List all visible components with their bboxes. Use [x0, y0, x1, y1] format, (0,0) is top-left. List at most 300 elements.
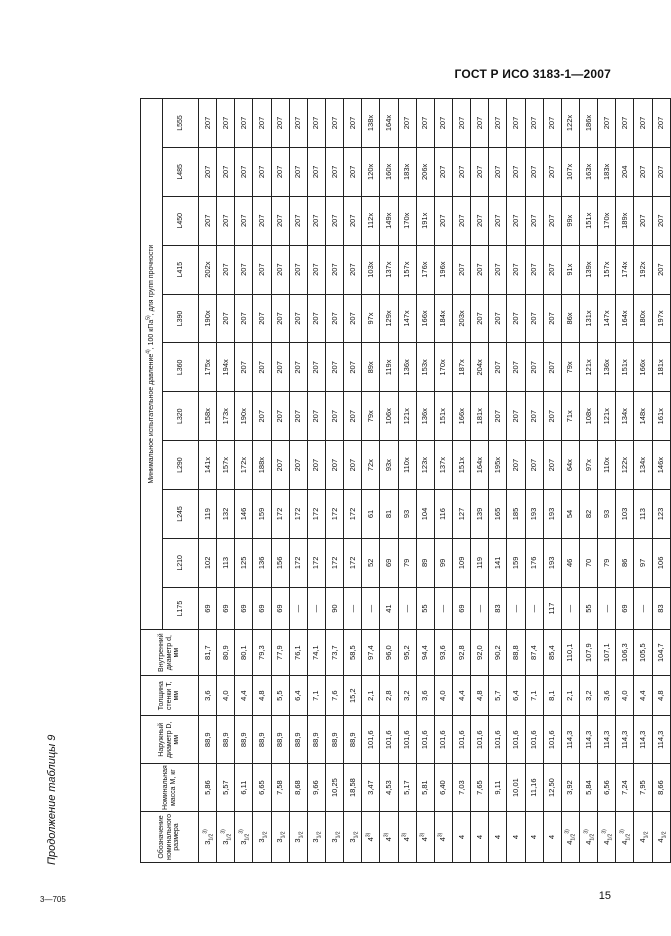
- designation-main: 4: [583, 840, 593, 845]
- cell-pressure: 104: [416, 490, 434, 539]
- designation-fraction: 1/2: [589, 833, 596, 841]
- cell-pressure: 106: [652, 538, 670, 587]
- cell-pressure: 117: [543, 587, 561, 630]
- cell-pressure: 207: [434, 147, 452, 196]
- cell-inner-diameter: 95,2: [398, 630, 416, 676]
- cell-mass: 7,03: [452, 764, 470, 812]
- cell-pressure: 149x: [380, 196, 398, 245]
- cell-pressure: 207: [271, 99, 289, 148]
- cell-pressure: 46: [561, 538, 579, 587]
- cell-wall-thickness: 4,0: [616, 676, 634, 716]
- cell-pressure: 61: [362, 490, 380, 539]
- cell-pressure: 175x: [199, 343, 217, 392]
- table-row: [253, 99, 271, 863]
- cell-pressure: 207: [543, 245, 561, 294]
- cell-pressure: 207: [253, 294, 271, 343]
- cell-pressure: —: [471, 587, 489, 630]
- designation-fraction: 1/2: [625, 833, 632, 841]
- cell-pressure: 207: [307, 392, 325, 441]
- table-row: [416, 99, 434, 863]
- cell-pressure: 207: [489, 196, 507, 245]
- cell-pressure: —: [307, 587, 325, 630]
- cell-pressure: 70: [579, 538, 597, 587]
- cell-pressure: 207: [525, 196, 543, 245]
- cell-pressure: 207: [434, 99, 452, 148]
- cell-pressure: 69: [452, 587, 470, 630]
- cell-pressure: 207: [507, 196, 525, 245]
- designation-fraction: 1/2: [316, 831, 323, 839]
- cell-outer-diameter: 101,6: [471, 716, 489, 764]
- cell-pressure: 207: [325, 343, 343, 392]
- cell-outer-diameter: 101,6: [416, 716, 434, 764]
- cell-designation: [289, 812, 307, 863]
- cell-mass: 10,01: [507, 764, 525, 812]
- designation-fraction: 1/2: [353, 831, 360, 839]
- cell-pressure: 207: [652, 99, 670, 148]
- cell-pressure: 103x: [362, 245, 380, 294]
- cell-pressure: 172: [344, 538, 362, 587]
- cell-pressure: 207: [289, 196, 307, 245]
- cell-wall-thickness: 4,4: [235, 676, 253, 716]
- header-mass: Номинальная масса М, кг: [141, 764, 199, 812]
- cell-pressure: 207: [289, 441, 307, 490]
- cell-outer-diameter: 101,6: [380, 716, 398, 764]
- cell-mass: 5,81: [416, 764, 434, 812]
- cell-pressure: 207: [253, 392, 271, 441]
- cell-pressure: 82: [579, 490, 597, 539]
- designation-main: 3: [347, 838, 357, 843]
- cell-pressure: 207: [325, 196, 343, 245]
- cell-mass: 6,56: [598, 764, 616, 812]
- cell-pressure: 207: [452, 245, 470, 294]
- cell-pressure: 207: [289, 245, 307, 294]
- cell-pressure: 181x: [471, 392, 489, 441]
- cell-outer-diameter: 101,6: [489, 716, 507, 764]
- cell-pressure: 207: [471, 294, 489, 343]
- cell-pressure: 119: [199, 490, 217, 539]
- cell-pressure: 86: [616, 538, 634, 587]
- designation-footnote: 3): [220, 829, 227, 834]
- cell-pressure: 121x: [598, 392, 616, 441]
- cell-pressure: 202x: [199, 245, 217, 294]
- cell-pressure: 71x: [561, 392, 579, 441]
- cell-mass: 10,25: [325, 764, 343, 812]
- cell-pressure: 172x: [235, 441, 253, 490]
- cell-pressure: 207: [235, 99, 253, 148]
- cell-pressure: 207: [543, 147, 561, 196]
- header-pressure-group: [141, 99, 163, 630]
- cell-pressure: 193: [543, 538, 561, 587]
- cell-wall-thickness: 4,4: [634, 676, 652, 716]
- cell-mass: 7,65: [471, 764, 489, 812]
- cell-pressure: 72x: [362, 441, 380, 490]
- cell-wall-thickness: 4,4: [452, 676, 470, 716]
- table-row: [398, 99, 416, 863]
- cell-pressure: 183x: [598, 147, 616, 196]
- cell-pressure: 123x: [416, 441, 434, 490]
- header-grade: L360: [163, 343, 199, 392]
- header-grade: L320: [163, 392, 199, 441]
- cell-wall-thickness: 2,1: [561, 676, 579, 716]
- cell-pressure: —: [362, 587, 380, 630]
- cell-pressure: 207: [471, 196, 489, 245]
- cell-pressure: 207: [235, 343, 253, 392]
- cell-pressure: 207: [434, 196, 452, 245]
- cell-pressure: 207: [307, 441, 325, 490]
- cell-pressure: 204: [616, 147, 634, 196]
- cell-pressure: 139: [471, 490, 489, 539]
- cell-pressure: 79: [598, 538, 616, 587]
- cell-inner-diameter: 93,6: [434, 630, 452, 676]
- cell-pressure: 151x: [616, 343, 634, 392]
- cell-pressure: 83: [652, 587, 670, 630]
- header-grade: L390: [163, 294, 199, 343]
- cell-pressure: 207: [543, 441, 561, 490]
- cell-pressure: 207: [271, 343, 289, 392]
- cell-wall-thickness: 4,8: [471, 676, 489, 716]
- cell-mass: 5,17: [398, 764, 416, 812]
- cell-pressure: 164x: [380, 99, 398, 148]
- header-grade: L245: [163, 490, 199, 539]
- cell-pressure: 172: [271, 490, 289, 539]
- cell-mass: 7,95: [634, 764, 652, 812]
- cell-designation: [471, 812, 489, 863]
- cell-pressure: 207: [253, 343, 271, 392]
- cell-pressure: 157x: [398, 245, 416, 294]
- cell-designation: [452, 812, 470, 863]
- cell-designation: [652, 812, 670, 863]
- page-title: ГОСТ Р ИСО 3183-1—2007: [454, 67, 611, 81]
- cell-pressure: 110x: [598, 441, 616, 490]
- designation-main: 4: [438, 837, 448, 842]
- cell-pressure: 172: [289, 538, 307, 587]
- cell-pressure: 207: [344, 343, 362, 392]
- cell-inner-diameter: 90,2: [489, 630, 507, 676]
- cell-inner-diameter: 105,5: [634, 630, 652, 676]
- cell-pressure: 207: [289, 99, 307, 148]
- cell-designation: [489, 812, 507, 863]
- cell-pressure: 207: [217, 147, 235, 196]
- cell-outer-diameter: 101,6: [543, 716, 561, 764]
- cell-designation: [561, 812, 579, 863]
- designation-main: 4: [402, 837, 412, 842]
- table-row: [289, 99, 307, 863]
- cell-pressure: 170x: [398, 196, 416, 245]
- cell-mass: 9,11: [489, 764, 507, 812]
- cell-pressure: 151x: [434, 392, 452, 441]
- cell-inner-diameter: 88,8: [507, 630, 525, 676]
- designation-main: 4: [492, 834, 502, 840]
- designation-main: 3: [202, 840, 212, 845]
- cell-mass: 5,84: [579, 764, 597, 812]
- cell-pressure: 207: [325, 99, 343, 148]
- cell-pressure: 207: [289, 343, 307, 392]
- cell-pressure: 207: [199, 99, 217, 148]
- header-inner-diameter: Внутренний диаметр d, мм: [141, 630, 199, 676]
- cell-pressure: 207: [289, 294, 307, 343]
- cell-pressure: 207: [344, 441, 362, 490]
- designation-fraction: 1/2: [570, 833, 577, 841]
- pipe-pressure-table: [140, 98, 671, 863]
- cell-pressure: 97x: [579, 441, 597, 490]
- cell-pressure: 193: [525, 490, 543, 539]
- cell-pressure: 136x: [398, 343, 416, 392]
- designation-main: 4: [619, 840, 629, 845]
- cell-pressure: 207: [525, 147, 543, 196]
- cell-pressure: 89x: [362, 343, 380, 392]
- cell-pressure: 69: [253, 587, 271, 630]
- cell-designation: [271, 812, 289, 863]
- cell-pressure: 110x: [398, 441, 416, 490]
- cell-pressure: 188x: [253, 441, 271, 490]
- cell-pressure: 207: [525, 392, 543, 441]
- cell-pressure: 207: [507, 441, 525, 490]
- designation-fraction: 1/2: [280, 831, 287, 839]
- cell-pressure: 207: [271, 196, 289, 245]
- cell-pressure: 207: [217, 245, 235, 294]
- table-row: [199, 99, 217, 863]
- header-grade: L555: [163, 99, 199, 148]
- cell-pressure: 207: [507, 245, 525, 294]
- cell-pressure: 119x: [380, 343, 398, 392]
- cell-pressure: 125: [235, 538, 253, 587]
- cell-pressure: 207: [307, 294, 325, 343]
- cell-pressure: 187x: [452, 343, 470, 392]
- cell-designation: [362, 812, 380, 863]
- header-outer-diameter: Наружный диаметр D, мм: [141, 716, 199, 764]
- cell-pressure: 207: [344, 245, 362, 294]
- cell-pressure: 83: [489, 587, 507, 630]
- cell-wall-thickness: 7,1: [307, 676, 325, 716]
- cell-outer-diameter: 101,6: [434, 716, 452, 764]
- cell-pressure: 207: [525, 245, 543, 294]
- cell-inner-diameter: 74,1: [307, 630, 325, 676]
- designation-fraction: 1/2: [208, 833, 215, 841]
- cell-designation: [598, 812, 616, 863]
- cell-pressure: 157x: [598, 245, 616, 294]
- cell-pressure: 204x: [471, 343, 489, 392]
- cell-pressure: 207: [235, 196, 253, 245]
- cell-pressure: 185: [507, 490, 525, 539]
- cell-designation: [634, 812, 652, 863]
- cell-pressure: 131x: [579, 294, 597, 343]
- cell-pressure: 207: [217, 294, 235, 343]
- cell-pressure: —: [398, 587, 416, 630]
- designation-main: 4: [511, 834, 521, 840]
- cell-pressure: 97: [634, 538, 652, 587]
- designation-fraction: 1/2: [298, 831, 305, 839]
- cell-pressure: 189x: [616, 196, 634, 245]
- cell-pressure: 52: [362, 538, 380, 587]
- cell-inner-diameter: 81,7: [199, 630, 217, 676]
- cell-pressure: 151x: [452, 441, 470, 490]
- cell-wall-thickness: 6,4: [289, 676, 307, 716]
- cell-inner-diameter: 58,5: [344, 630, 362, 676]
- cell-pressure: 207: [525, 441, 543, 490]
- header-pressure-text-1: Минимальное испытательное давление: [147, 353, 155, 484]
- cell-pressure: 69: [199, 587, 217, 630]
- cell-mass: 8,68: [289, 764, 307, 812]
- cell-outer-diameter: 114,3: [561, 716, 579, 764]
- header-grade: L485: [163, 147, 199, 196]
- header-pressure-text-2: , 100 кПа: [147, 319, 155, 350]
- cell-inner-diameter: 92,0: [471, 630, 489, 676]
- designation-footnote: 3): [419, 832, 426, 838]
- cell-pressure: 170x: [598, 196, 616, 245]
- designation-main: 4: [565, 840, 575, 845]
- cell-pressure: 207: [471, 99, 489, 148]
- cell-pressure: 164x: [471, 441, 489, 490]
- table-row: [652, 99, 670, 863]
- cell-pressure: 207: [344, 294, 362, 343]
- cell-pressure: 127: [452, 490, 470, 539]
- cell-wall-thickness: 3,6: [598, 676, 616, 716]
- cell-pressure: 146x: [652, 441, 670, 490]
- cell-pressure: 79x: [362, 392, 380, 441]
- cell-outer-diameter: 88,9: [344, 716, 362, 764]
- cell-pressure: 113: [217, 538, 235, 587]
- cell-outer-diameter: 114,3: [616, 716, 634, 764]
- cell-wall-thickness: 2,1: [362, 676, 380, 716]
- cell-inner-diameter: 94,4: [416, 630, 434, 676]
- cell-pressure: 207: [307, 245, 325, 294]
- cell-pressure: —: [507, 587, 525, 630]
- header-pressure-text-3: , для групп прочности: [147, 244, 155, 316]
- cell-pressure: 69: [616, 587, 634, 630]
- cell-pressure: 207: [253, 99, 271, 148]
- cell-pressure: 136x: [598, 343, 616, 392]
- cell-pressure: 89: [416, 538, 434, 587]
- cell-pressure: 207: [235, 147, 253, 196]
- cell-outer-diameter: 114,3: [579, 716, 597, 764]
- cell-pressure: 176: [525, 538, 543, 587]
- cell-pressure: 172: [344, 490, 362, 539]
- cell-outer-diameter: 101,6: [452, 716, 470, 764]
- designation-main: 3: [329, 838, 339, 843]
- designation-footnote: 3): [564, 829, 571, 834]
- cell-pressure: 207: [289, 392, 307, 441]
- table-row: [362, 99, 380, 863]
- cell-pressure: 207: [325, 294, 343, 343]
- cell-pressure: 90: [325, 587, 343, 630]
- cell-outer-diameter: 101,6: [507, 716, 525, 764]
- cell-pressure: 69: [380, 538, 398, 587]
- designation-main: 4: [420, 837, 430, 842]
- cell-outer-diameter: 88,9: [325, 716, 343, 764]
- header-grade: L210: [163, 538, 199, 587]
- cell-pressure: 86x: [561, 294, 579, 343]
- designation-footnote: 3): [619, 829, 626, 834]
- cell-pressure: 69: [271, 587, 289, 630]
- cell-pressure: 141x: [199, 441, 217, 490]
- table-row: [307, 99, 325, 863]
- cell-pressure: 207: [525, 99, 543, 148]
- cell-pressure: 122x: [616, 441, 634, 490]
- table-row: [616, 99, 634, 863]
- cell-pressure: 207: [507, 343, 525, 392]
- cell-designation: [525, 812, 543, 863]
- designation-footnote: 3): [583, 829, 590, 834]
- cell-outer-diameter: 114,3: [598, 716, 616, 764]
- table-row: [380, 99, 398, 863]
- cell-wall-thickness: 15,2: [344, 676, 362, 716]
- cell-pressure: 207: [616, 99, 634, 148]
- cell-pressure: 173x: [217, 392, 235, 441]
- cell-inner-diameter: 107,9: [579, 630, 597, 676]
- cell-pressure: 107x: [561, 147, 579, 196]
- cell-mass: 6,40: [434, 764, 452, 812]
- cell-pressure: 207: [471, 245, 489, 294]
- cell-outer-diameter: 88,9: [199, 716, 217, 764]
- cell-pressure: 186x: [579, 99, 597, 148]
- table-row: [525, 99, 543, 863]
- cell-wall-thickness: 3,6: [416, 676, 434, 716]
- cell-pressure: 193: [543, 490, 561, 539]
- designation-footnote: 3): [601, 829, 608, 834]
- cell-pressure: 181x: [652, 343, 670, 392]
- cell-inner-diameter: 96,0: [380, 630, 398, 676]
- cell-outer-diameter: 114,3: [652, 716, 670, 764]
- cell-pressure: 93: [398, 490, 416, 539]
- cell-pressure: —: [289, 587, 307, 630]
- table-row: [271, 99, 289, 863]
- cell-pressure: 141: [489, 538, 507, 587]
- cell-pressure: 197x: [652, 294, 670, 343]
- cell-inner-diameter: 106,3: [616, 630, 634, 676]
- table-row: [561, 99, 579, 863]
- header-wall-thickness: Толщина стенки Т, мм: [141, 676, 199, 716]
- cell-outer-diameter: 88,9: [253, 716, 271, 764]
- cell-pressure: 54: [561, 490, 579, 539]
- cell-pressure: 207: [543, 392, 561, 441]
- header-pressure-sup-2: 5): [145, 315, 152, 320]
- cell-pressure: 166x: [416, 294, 434, 343]
- designation-main: 4: [529, 834, 539, 840]
- cell-pressure: 203x: [452, 294, 470, 343]
- cell-pressure: 207: [507, 147, 525, 196]
- cell-pressure: 160x: [380, 147, 398, 196]
- cell-outer-diameter: 88,9: [271, 716, 289, 764]
- designation-main: 3: [220, 840, 230, 845]
- cell-pressure: 207: [325, 441, 343, 490]
- cell-wall-thickness: 3,2: [579, 676, 597, 716]
- cell-designation: [507, 812, 525, 863]
- cell-pressure: 207: [471, 147, 489, 196]
- cell-pressure: 157x: [217, 441, 235, 490]
- table-row: [489, 99, 507, 863]
- header-grade: L290: [163, 441, 199, 490]
- cell-pressure: 195x: [489, 441, 507, 490]
- designation-main: 4: [547, 834, 557, 840]
- cell-pressure: 109: [452, 538, 470, 587]
- cell-inner-diameter: 80,1: [235, 630, 253, 676]
- cell-inner-diameter: 77,9: [271, 630, 289, 676]
- cell-pressure: 207: [199, 196, 217, 245]
- cell-pressure: 207: [344, 99, 362, 148]
- cell-pressure: 163x: [579, 147, 597, 196]
- table-body: [199, 99, 671, 863]
- cell-pressure: 176x: [416, 245, 434, 294]
- cell-wall-thickness: 7,1: [525, 676, 543, 716]
- cell-pressure: 207: [325, 147, 343, 196]
- cell-mass: 3,92: [561, 764, 579, 812]
- cell-mass: 3,47: [362, 764, 380, 812]
- cell-outer-diameter: 114,3: [634, 716, 652, 764]
- table-row: [579, 99, 597, 863]
- cell-pressure: 207: [489, 99, 507, 148]
- cell-inner-diameter: 107,1: [598, 630, 616, 676]
- cell-pressure: 207: [271, 392, 289, 441]
